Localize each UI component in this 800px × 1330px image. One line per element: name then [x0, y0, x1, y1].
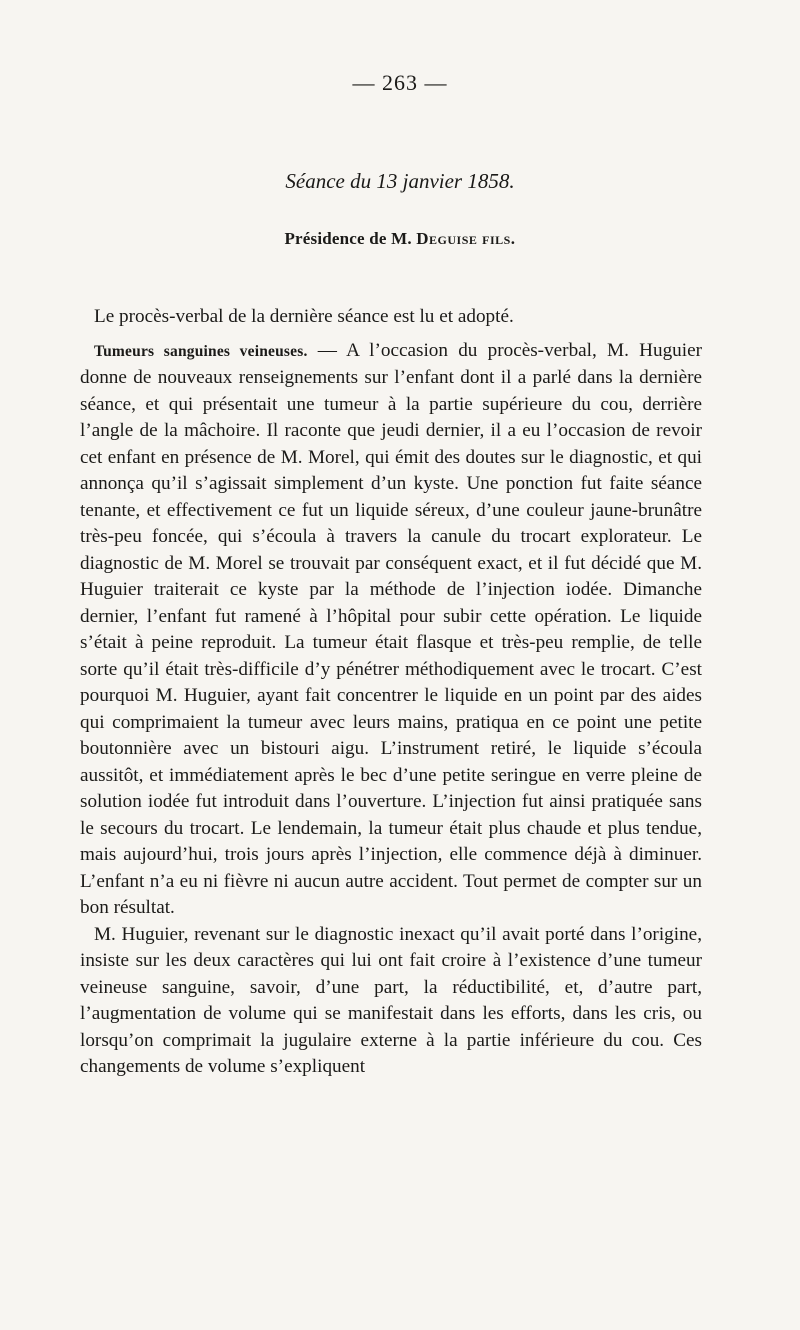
- paragraph-minutes: Le procès-verbal de la dernière séance est lu et adopté.: [94, 306, 514, 327]
- session-title: Séance du 13 janvier 1858.: [285, 169, 515, 193]
- presidency-line: [0, 229, 800, 249]
- paragraph-venous-tumors-text: — A l’occasion du procès-verbal, M. Huguier donne de nouveaux renseignements sur l’enfant dont il a parlé dans la dernière séance, et qui présentait une tumeur à la partie supérieure du cou, derrière l’angle de la mâchoire. Il raconte que jeudi dernier, il a eu l’occasion de revoir cet enfant en présence de M. Morel, qui émit des doutes sur le diagnostic, et qui annonça qu’il s’agissait simplement d’un kyste. Une ponction fut faite séance tenante, et effectivement ce fut un liquide séreux, d’une couleur jaune-brunâtre très-peu foncée, qui s’écoula à travers la canule du trocart explorateur. Le diagnostic de M. Morel se trouvait par conséquent exact, et il fut décidé que M. Huguier traiterait ce kyste par la méthode de l’injection iodée. Dimanche dernier, l’enfant fut ramené à l’hôpital pour subir cette opération. Le liquide s’était à peine reproduit. La tumeur était flasque et très-peu remplie, de telle sorte qu’il était très-difficile d’y pénétrer méthodiquement avec le trocart. C’est pourquoi M. Huguier, ayant fait concentrer le liquide en un point par des aides qui comprimaient la tumeur avec leurs mains, pratiqua en ce point une petite boutonnière avec un bistouri aigu. L’instrument retiré, le liquide s’écoula aussitôt, et immédiatement après le bec d’une petite seringue en verre pleine de solution iodée fut introduit dans l’ouverture. L’injection fut ainsi pratiquée sans le secours du trocart. Le lendemain, la tumeur était plus chaude et plus tendue, mais aujourd’hui, trois jours après l’injection, elle commence déjà à diminuer. L’enfant n’a eu ni fièvre ni aucun autre accident. Tout permet de compter sur un bon résultat.: [80, 339, 702, 918]
- paragraph-diagnosis-discussion: M. Huguier, revenant sur le diagnostic inexact qu’il avait porté dans l’origine, insiste sur les deux caractères qui lui ont fait croire à l’existence d’une tumeur veineuse sanguine, savoir, d’une part, la réductibilité, et, d’autre part, l’augmentation de volume qui se manifestait dans les efforts, dans les cris, ou lorsqu’on comprimait la jugulaire externe à la partie inférieure du cou. Ces changements de volume s’expliquent: [80, 923, 702, 1077]
- section-heading-venous-tumors: Tumeurs sanguines veineuses.: [94, 342, 308, 360]
- presidency-prefix: Présidence de M.: [284, 229, 412, 248]
- body-text: [80, 304, 702, 1081]
- paragraph-venous-tumors: [80, 338, 702, 922]
- president-name: Deguise fils.: [416, 229, 516, 248]
- page-number: — 263 —: [352, 70, 448, 95]
